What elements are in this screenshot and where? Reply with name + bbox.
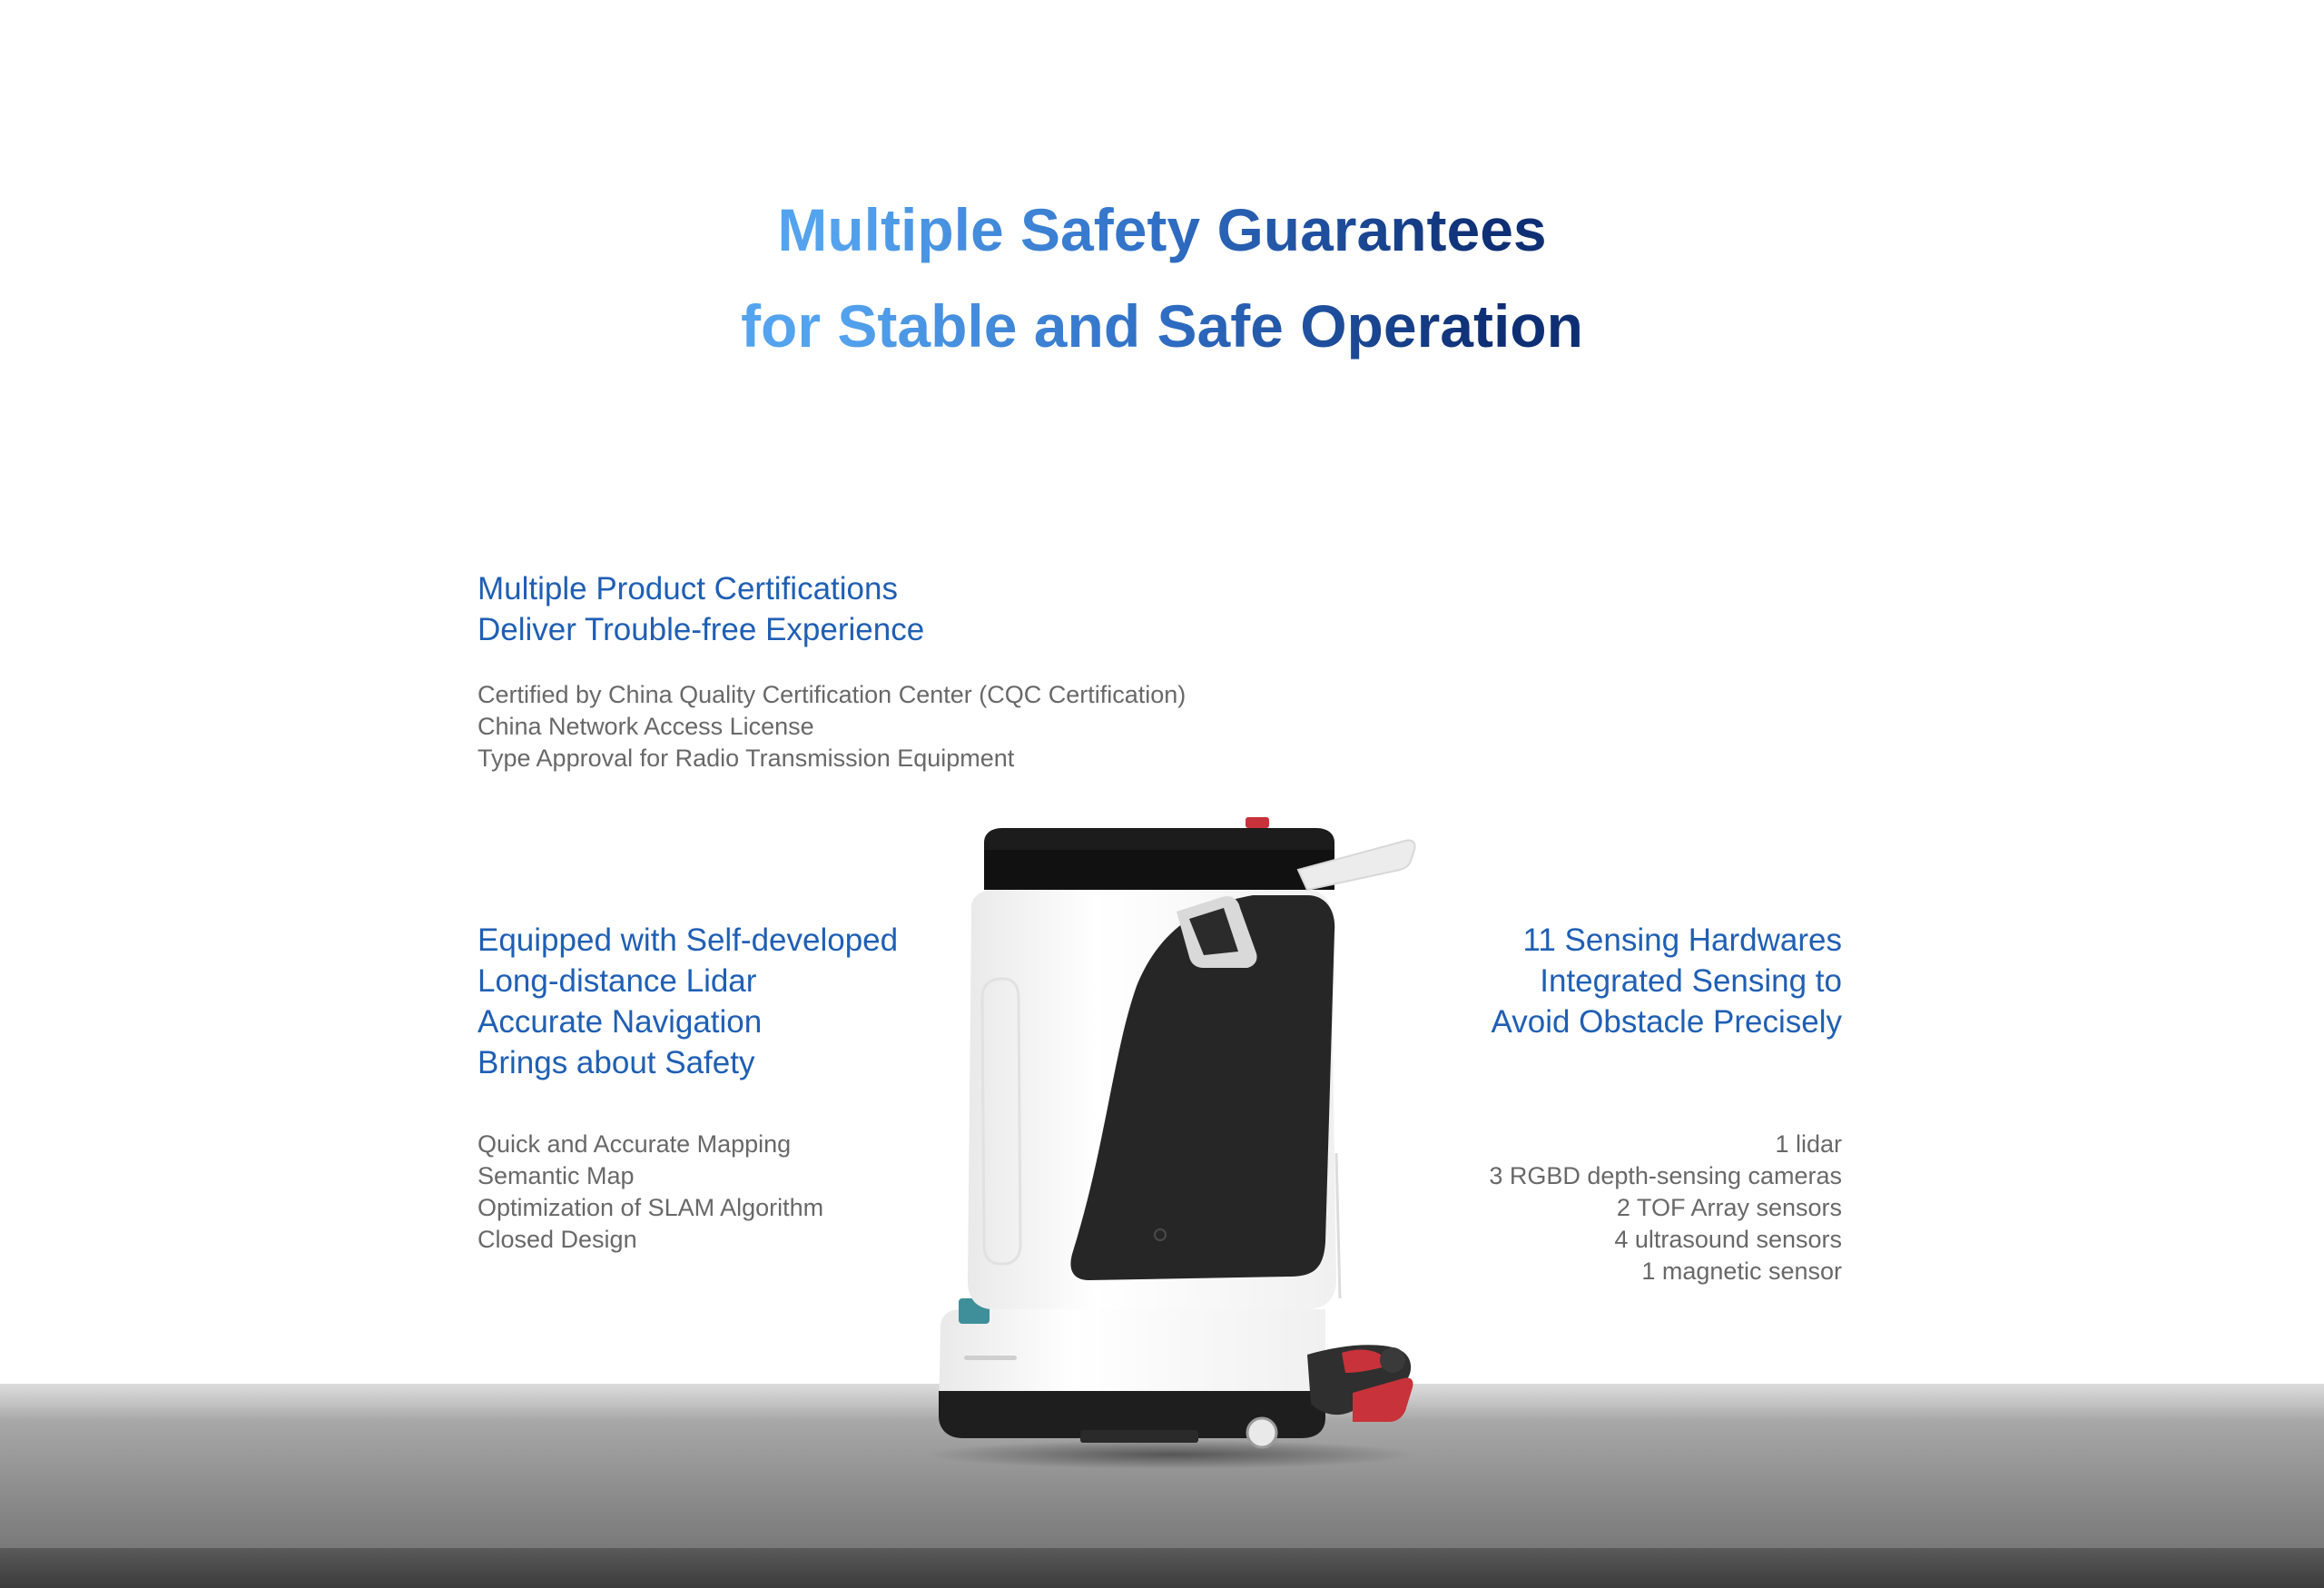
list-item: China Network Access License: [478, 713, 814, 740]
list-item: Closed Design: [478, 1226, 637, 1253]
sensing-heading-line: Integrated Sensing to: [1540, 963, 1842, 999]
robot-underside: [1080, 1430, 1198, 1443]
robot-vent: [964, 1356, 1017, 1360]
delivery-robot-icon: [926, 808, 1425, 1471]
title-line-2: for Stable and Safe Operation: [741, 292, 1583, 360]
lidar-heading-line: Accurate Navigation: [478, 1004, 763, 1040]
certifications-list: [478, 679, 1186, 774]
floor-edge: [0, 1548, 2324, 1588]
lidar-heading: [478, 920, 898, 1083]
list-item: 1 lidar: [1775, 1130, 1842, 1158]
list-item: 2 TOF Array sensors: [1616, 1194, 1842, 1221]
list-item: 1 magnetic sensor: [1641, 1258, 1842, 1285]
certifications-heading-line: Multiple Product Certifications: [478, 571, 898, 607]
robot-wheel: [1247, 1418, 1276, 1447]
certifications-heading-line: Deliver Trouble-free Experience: [478, 612, 925, 647]
robot-caster: [1380, 1347, 1405, 1373]
sensing-heading-line: 11 Sensing Hardwares: [1522, 922, 1842, 958]
certifications-heading: [478, 568, 924, 650]
list-item: Quick and Accurate Mapping: [478, 1130, 792, 1158]
robot-edge-line: [1336, 1153, 1340, 1298]
lidar-list: [478, 1129, 823, 1256]
list-item: Certified by China Quality Certification Center (CQC Certification): [478, 681, 1187, 708]
lidar-heading-line: Long-distance Lidar: [478, 963, 757, 999]
sensing-list: [1489, 1129, 1842, 1287]
robot-top-indicator: [1246, 817, 1269, 828]
list-item: Type Approval for Radio Transmission Equipment: [478, 745, 1015, 772]
list-item: 4 ultrasound sensors: [1614, 1226, 1842, 1253]
lidar-heading-line: Equipped with Self-developed: [478, 922, 899, 958]
robot-shadow: [926, 1440, 1416, 1469]
robot-tray-cavity: [984, 850, 1334, 890]
list-item: Semantic Map: [478, 1162, 635, 1189]
sensing-heading-line: Avoid Obstacle Precisely: [1491, 1004, 1842, 1040]
lidar-heading-line: Brings about Safety: [478, 1045, 755, 1080]
title-line-1: Multiple Safety Guarantees: [777, 196, 1547, 263]
sensing-heading: [1492, 920, 1842, 1042]
page-title: [0, 182, 2324, 374]
list-item: Optimization of SLAM Algorithm: [478, 1194, 824, 1221]
list-item: 3 RGBD depth-sensing cameras: [1489, 1162, 1842, 1189]
